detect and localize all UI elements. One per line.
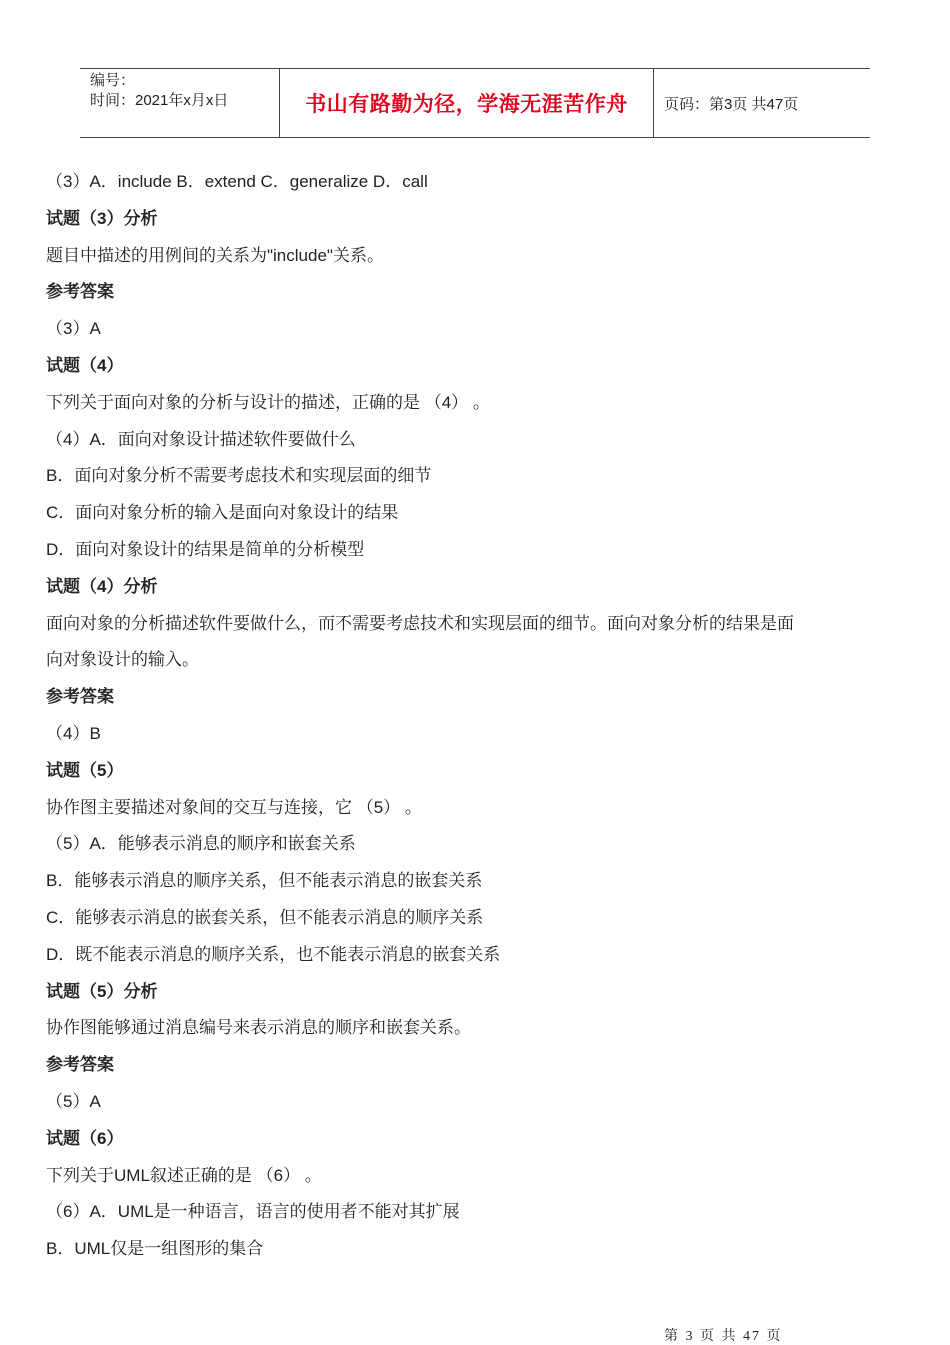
paragraph-line: （3）A xyxy=(46,319,101,339)
number-label: 编号： xyxy=(90,72,136,89)
section-heading: 参考答案 xyxy=(46,282,114,302)
paragraph-line: D．既不能表示消息的顺序关系，也不能表示消息的嵌套关系 xyxy=(46,944,501,964)
paragraph-line: B．UML仅是一组图形的集合 xyxy=(46,1239,264,1259)
header-motto-cell xyxy=(280,69,654,137)
motto: 书山有路勤为径，学海无涯苦作舟 xyxy=(305,93,628,116)
paragraph-line: （3）A．include B．extend C．generalize D．call xyxy=(46,172,428,191)
section-heading: 试题（6） xyxy=(46,1128,124,1148)
section-heading: 参考答案 xyxy=(46,687,114,707)
section-heading: 试题（3）分析 xyxy=(46,208,158,228)
header-page-info xyxy=(654,69,870,137)
page-info: 页码：第3页 共47页 xyxy=(664,95,799,113)
paragraph-line: 向对象设计的输入。 xyxy=(46,650,199,670)
page-header xyxy=(80,68,870,138)
paragraph-line: （5）A xyxy=(46,1091,101,1111)
section-heading: 参考答案 xyxy=(46,1055,114,1075)
paragraph-line: B．面向对象分析不需要考虑技术和实现层面的细节 xyxy=(46,466,432,486)
paragraph-line: 协作图主要描述对象间的交互与连接，它 （5） 。 xyxy=(46,797,422,817)
section-heading: 试题（4）分析 xyxy=(46,576,158,596)
header-meta xyxy=(80,69,280,137)
paragraph-line: （5）A．能够表示消息的顺序和嵌套关系 xyxy=(46,834,356,854)
paragraph-line: C．能够表示消息的嵌套关系，但不能表示消息的顺序关系 xyxy=(46,907,484,927)
page-footer: 第 3 页 共 47 页 xyxy=(664,1329,783,1344)
time-label: 时间：2021年x月x日 xyxy=(90,92,229,109)
paragraph-line: （4）A．面向对象设计描述软件要做什么 xyxy=(46,429,356,449)
section-heading: 试题（4） xyxy=(46,355,124,375)
paragraph-line: D．面向对象设计的结果是简单的分析模型 xyxy=(46,539,365,559)
paragraph-line: 下列关于UML叙述正确的是 （6） 。 xyxy=(46,1165,322,1185)
section-heading: 试题（5）分析 xyxy=(46,981,158,1001)
paragraph-line: 协作图能够通过消息编号来表示消息的顺序和嵌套关系。 xyxy=(46,1018,471,1038)
document-body xyxy=(46,164,916,1268)
paragraph-line: 下列关于面向对象的分析与设计的描述，正确的是 （4） 。 xyxy=(46,392,490,412)
paragraph-line: （4）B xyxy=(46,723,101,743)
paragraph-line: 面向对象的分析描述软件要做什么，而不需要考虑技术和实现层面的细节。面向对象分析的结果是面 xyxy=(46,613,794,633)
paragraph-line: C．面向对象分析的输入是面向对象设计的结果 xyxy=(46,503,399,523)
paragraph-line: （6）A．UML是一种语言，语言的使用者不能对其扩展 xyxy=(46,1202,460,1222)
paragraph-line: B．能够表示消息的顺序关系，但不能表示消息的嵌套关系 xyxy=(46,871,483,891)
section-heading: 试题（5） xyxy=(46,760,124,780)
paragraph-line: 题目中描述的用例间的关系为"include"关系。 xyxy=(46,245,384,265)
